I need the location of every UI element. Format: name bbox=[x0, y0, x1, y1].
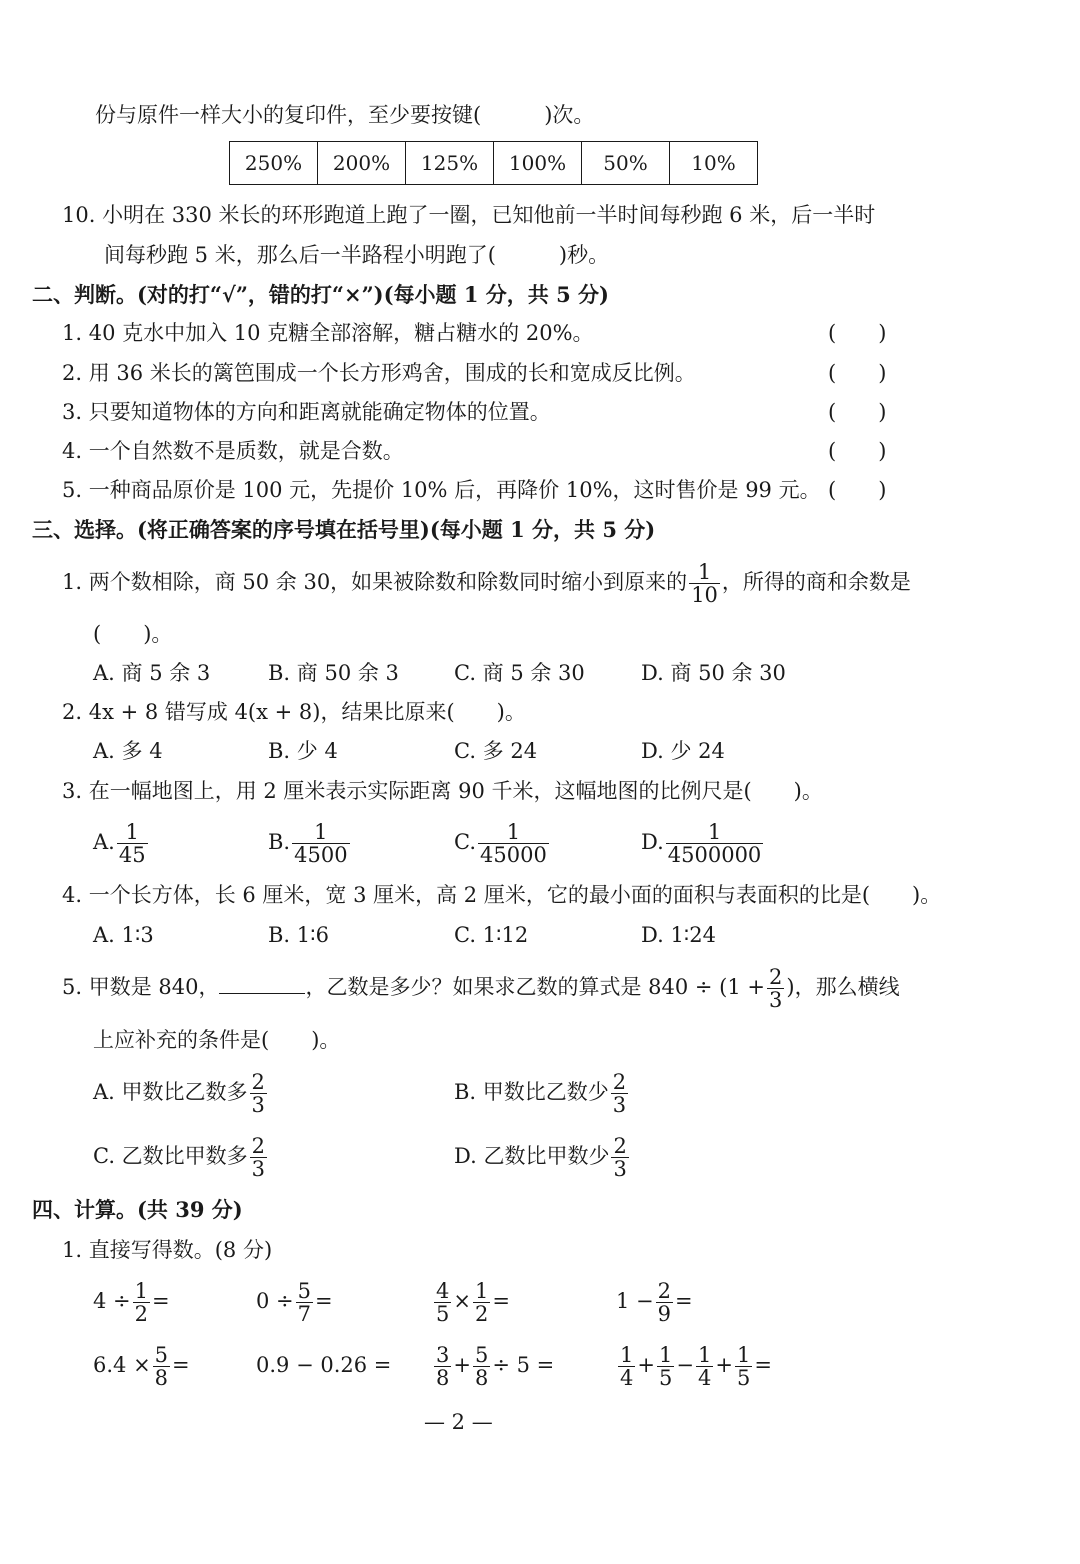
option-label: A. bbox=[93, 830, 115, 854]
option-text: A. 甲数比乙数多 bbox=[93, 1080, 248, 1104]
fraction bbox=[656, 1280, 673, 1325]
numerator: 5 bbox=[297, 1279, 312, 1303]
choice-q5-post: )，那么横线 bbox=[786, 975, 900, 999]
fraction bbox=[133, 1280, 150, 1325]
judge-answer-3[interactable]: ( ) bbox=[828, 400, 887, 424]
choice-q1-answer[interactable]: ( )。 bbox=[93, 622, 173, 646]
fraction bbox=[611, 1071, 628, 1116]
fraction bbox=[473, 1344, 490, 1389]
expr-equals: ÷ 5 = bbox=[492, 1353, 555, 1377]
choice-q2-option-d[interactable]: D. 少 24 bbox=[641, 739, 725, 763]
denominator: 5 bbox=[736, 1366, 751, 1390]
section-3-title: 三、选择。(将正确答案的序号填在括号里)(每小题 1 分，共 5 分) bbox=[32, 517, 656, 542]
choice-q5 bbox=[62, 963, 900, 1011]
q10-line2: 间每秒跑 5 米，那么后一半路程小明跑了( )秒。 bbox=[104, 243, 610, 267]
page-number: — 2 — bbox=[424, 1410, 493, 1434]
operator: + bbox=[453, 1353, 471, 1377]
choice-q4-option-c[interactable]: C. 1∶12 bbox=[454, 923, 529, 947]
judge-answer-5[interactable]: ( ) bbox=[828, 478, 887, 502]
expr-equals: = bbox=[754, 1353, 772, 1377]
numerator: 3 bbox=[436, 1343, 450, 1367]
denominator: 5 bbox=[658, 1366, 673, 1390]
option-text: B. 甲数比乙数少 bbox=[454, 1080, 609, 1104]
numerator: 1 bbox=[478, 821, 549, 844]
choice-q5-option-d[interactable] bbox=[454, 1132, 631, 1180]
fraction bbox=[767, 966, 784, 1011]
choice-q3-option-a[interactable] bbox=[93, 818, 150, 866]
option-label: D. bbox=[641, 830, 664, 854]
denominator: 7 bbox=[297, 1302, 312, 1326]
denominator: 3 bbox=[612, 1093, 627, 1117]
option-label: C. bbox=[454, 830, 476, 854]
percent-cell: 250% bbox=[230, 142, 318, 185]
denominator: 45 bbox=[118, 843, 146, 867]
calc-r1-a[interactable] bbox=[93, 1277, 170, 1325]
numerator: 1 bbox=[134, 1279, 149, 1303]
judge-item-4: 4. 一个自然数不是质数，就是合数。 bbox=[62, 439, 404, 463]
judge-answer-4[interactable]: ( ) bbox=[828, 439, 887, 463]
numerator: 1 bbox=[117, 821, 148, 844]
choice-q4-option-a[interactable]: A. 1∶3 bbox=[93, 923, 154, 947]
denominator: 3 bbox=[251, 1157, 266, 1181]
choice-q1-option-c[interactable]: C. 商 5 余 30 bbox=[454, 661, 585, 685]
denominator: 3 bbox=[769, 988, 783, 1012]
expr-equals: = bbox=[315, 1289, 333, 1313]
calc-r1-b[interactable] bbox=[256, 1277, 333, 1325]
q10-line1: 10. 小明在 330 米长的环形跑道上跑了一圈，已知他前一半时间每秒跑 6 米，后一半时 bbox=[62, 203, 876, 227]
numerator: 1 bbox=[736, 1343, 751, 1367]
numerator: 1 bbox=[474, 1279, 489, 1303]
operator: − bbox=[676, 1353, 694, 1377]
q9-tail: 份与原件一样大小的复印件，至少要按键( )次。 bbox=[95, 103, 595, 127]
numerator: 2 bbox=[612, 1070, 627, 1094]
denominator: 3 bbox=[613, 1157, 627, 1181]
choice-q5-option-b[interactable] bbox=[454, 1068, 630, 1116]
denominator: 3 bbox=[251, 1093, 265, 1117]
calc-r2-d[interactable] bbox=[616, 1341, 772, 1389]
numerator: 1 bbox=[620, 1343, 634, 1367]
fraction bbox=[657, 1344, 674, 1389]
fraction bbox=[296, 1280, 313, 1325]
expr-text: 1 − bbox=[616, 1289, 654, 1313]
fraction bbox=[696, 1344, 713, 1389]
fraction bbox=[250, 1135, 267, 1180]
fraction bbox=[735, 1344, 752, 1389]
fraction bbox=[611, 1135, 628, 1180]
choice-q1-option-a[interactable]: A. 商 5 余 3 bbox=[93, 661, 211, 685]
numerator: 5 bbox=[474, 1343, 489, 1367]
denominator: 4 bbox=[697, 1366, 712, 1390]
choice-q5-line2[interactable]: 上应补充的条件是( )。 bbox=[93, 1028, 341, 1052]
expr-equals: = bbox=[492, 1289, 510, 1313]
fraction bbox=[434, 1280, 451, 1325]
denominator: 9 bbox=[657, 1302, 672, 1326]
judge-item-1: 1. 40 克水中加入 10 克糖全部溶解，糖占糖水的 20%。 bbox=[62, 321, 594, 345]
fraction bbox=[689, 561, 720, 606]
judge-item-3: 3. 只要知道物体的方向和距离就能确定物体的位置。 bbox=[62, 400, 551, 424]
choice-q1-option-b[interactable]: B. 商 50 余 3 bbox=[268, 661, 399, 685]
percent-cell: 100% bbox=[494, 142, 582, 185]
calc-r1-d[interactable] bbox=[616, 1277, 693, 1325]
fraction bbox=[478, 821, 549, 866]
numerator: 4 bbox=[436, 1279, 450, 1303]
choice-q5-pre: 5. 甲数是 840， bbox=[62, 975, 220, 999]
section-2-title: 二、判断。(对的打“√”，错的打“×”)(每小题 1 分，共 5 分) bbox=[32, 282, 609, 307]
choice-q4: 4. 一个长方体，长 6 厘米，宽 3 厘米，高 2 厘米，它的最小面的面积与表面积的比是( )。 bbox=[62, 883, 942, 907]
expr-equals: = bbox=[675, 1289, 693, 1313]
denominator: 5 bbox=[436, 1302, 450, 1326]
section-4-title: 四、计算。(共 39 分) bbox=[32, 1197, 243, 1222]
denominator: 4 bbox=[620, 1366, 634, 1390]
numerator: 2 bbox=[251, 1134, 266, 1158]
operator: × bbox=[453, 1289, 471, 1313]
fraction bbox=[250, 1071, 267, 1116]
expr-text: 0 ÷ bbox=[256, 1289, 294, 1313]
numerator: 1 bbox=[666, 821, 764, 844]
choice-q5-option-a[interactable] bbox=[93, 1068, 269, 1116]
denominator: 10 bbox=[691, 583, 718, 607]
denominator: 8 bbox=[154, 1366, 169, 1390]
denominator: 45000 bbox=[480, 843, 547, 867]
operator: + bbox=[637, 1353, 655, 1377]
calc-r2-c[interactable] bbox=[432, 1341, 554, 1389]
numerator: 2 bbox=[769, 965, 783, 989]
calc-r2-b[interactable]: 0.9 − 0.26 = bbox=[256, 1353, 392, 1377]
fill-blank[interactable] bbox=[219, 973, 305, 994]
calc-sub1-title: 1. 直接写得数。(8 分) bbox=[62, 1238, 273, 1262]
expr-text: 6.4 × bbox=[93, 1353, 151, 1377]
expr-equals: = bbox=[152, 1289, 170, 1313]
expr-text: 4 ÷ bbox=[93, 1289, 131, 1313]
choice-q5-option-c[interactable] bbox=[93, 1132, 269, 1180]
choice-q3-option-c[interactable] bbox=[454, 818, 551, 866]
choice-q3-option-b[interactable] bbox=[268, 818, 352, 866]
option-label: B. bbox=[268, 830, 291, 854]
denominator: 4500000 bbox=[667, 843, 762, 867]
percent-cell: 50% bbox=[582, 142, 670, 185]
choice-q4-option-d[interactable]: D. 1∶24 bbox=[641, 923, 716, 947]
denominator: 2 bbox=[474, 1302, 489, 1326]
numerator: 1 bbox=[658, 1343, 673, 1367]
choice-q2-option-c[interactable]: C. 多 24 bbox=[454, 739, 538, 763]
choice-q1-option-d[interactable]: D. 商 50 余 30 bbox=[641, 661, 786, 685]
expr-equals: = bbox=[172, 1353, 190, 1377]
numerator: 2 bbox=[251, 1070, 265, 1094]
percent-cell: 200% bbox=[318, 142, 406, 185]
numerator: 1 bbox=[697, 1343, 712, 1367]
choice-q5-mid: ，乙数是多少？如果求乙数的算式是 840 ÷ (1 + bbox=[305, 975, 766, 999]
numerator: 5 bbox=[154, 1343, 169, 1367]
fraction bbox=[666, 821, 764, 866]
numerator: 1 bbox=[689, 561, 720, 584]
operator: + bbox=[715, 1353, 733, 1377]
percent-table bbox=[229, 141, 758, 185]
denominator: 8 bbox=[474, 1366, 489, 1390]
choice-q3-option-d[interactable] bbox=[641, 818, 765, 866]
choice-q2-option-a[interactable]: A. 多 4 bbox=[93, 739, 163, 763]
option-text: D. 乙数比甲数少 bbox=[454, 1144, 610, 1168]
calc-r2-a[interactable] bbox=[93, 1341, 190, 1389]
choice-q1-post: ，所得的商和余数是 bbox=[721, 570, 911, 594]
choice-q4-option-b[interactable]: B. 1∶6 bbox=[268, 923, 329, 947]
judge-answer-1[interactable]: ( ) bbox=[828, 321, 887, 345]
choice-q3: 3. 在一幅地图上，用 2 厘米表示实际距离 90 千米，这幅地图的比例尺是( )。 bbox=[62, 779, 823, 803]
calc-r1-c[interactable] bbox=[432, 1277, 510, 1325]
judge-answer-2[interactable]: ( ) bbox=[828, 361, 887, 385]
denominator: 4500 bbox=[294, 843, 348, 867]
fraction bbox=[473, 1280, 490, 1325]
fraction bbox=[618, 1344, 635, 1389]
denominator: 2 bbox=[134, 1302, 149, 1326]
choice-q2-option-b[interactable]: B. 少 4 bbox=[268, 739, 338, 763]
denominator: 8 bbox=[436, 1366, 450, 1390]
numerator: 1 bbox=[292, 821, 349, 844]
judge-item-5: 5. 一种商品原价是 100 元，先提价 10% 后，再降价 10%，这时售价是 99 元。 bbox=[62, 478, 821, 502]
choice-q1 bbox=[62, 560, 911, 606]
percent-cell: 10% bbox=[670, 142, 758, 185]
choice-q2: 2. 4x + 8 错写成 4(x + 8)，结果比原来( )。 bbox=[62, 700, 526, 724]
numerator: 2 bbox=[657, 1279, 672, 1303]
percent-cell: 125% bbox=[406, 142, 494, 185]
fraction bbox=[434, 1344, 451, 1389]
fraction bbox=[292, 821, 349, 866]
choice-q1-pre: 1. 两个数相除，商 50 余 30，如果被除数和除数同时缩小到原来的 bbox=[62, 570, 688, 594]
fraction bbox=[153, 1344, 170, 1389]
fraction bbox=[117, 821, 148, 866]
numerator: 2 bbox=[613, 1134, 627, 1158]
judge-item-2: 2. 用 36 米长的篱笆围成一个长方形鸡舍，围成的长和宽成反比例。 bbox=[62, 361, 696, 385]
option-text: C. 乙数比甲数多 bbox=[93, 1144, 248, 1168]
